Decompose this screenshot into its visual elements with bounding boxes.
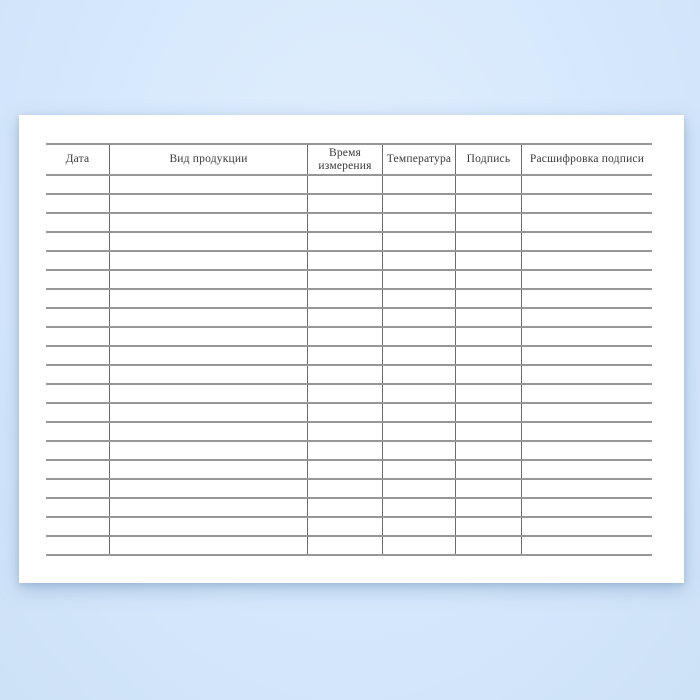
table-cell (521, 271, 652, 288)
table-cell (46, 271, 109, 288)
table-cell (46, 423, 109, 440)
table-cell (382, 404, 455, 421)
table-cell (382, 309, 455, 326)
table-row (46, 252, 652, 271)
table-cell (46, 176, 109, 193)
table-cell (382, 176, 455, 193)
table-cell (455, 271, 521, 288)
table-cell (382, 385, 455, 402)
table-cell (521, 423, 652, 440)
table-cell (109, 442, 307, 459)
table-cell (307, 480, 382, 497)
table-cell (382, 271, 455, 288)
table-cell (109, 423, 307, 440)
table-cell (455, 233, 521, 250)
table-cell (521, 404, 652, 421)
table-row (46, 290, 652, 309)
table-cell (307, 309, 382, 326)
table-cell (109, 233, 307, 250)
table-cell (455, 385, 521, 402)
table-cell (307, 195, 382, 212)
table-row (46, 537, 652, 556)
table-cell (46, 195, 109, 212)
table-cell (46, 290, 109, 307)
header-cell-signature: Подпись (455, 145, 521, 174)
table-cell (455, 328, 521, 345)
table-cell (382, 214, 455, 231)
table-cell (521, 195, 652, 212)
table-row (46, 366, 652, 385)
table-cell (109, 347, 307, 364)
table-cell (521, 309, 652, 326)
table-cell (382, 518, 455, 535)
table-cell (46, 328, 109, 345)
table-row (46, 404, 652, 423)
table-cell (455, 366, 521, 383)
table-cell (521, 442, 652, 459)
table-row (46, 480, 652, 499)
table-cell (382, 442, 455, 459)
table-cell (521, 176, 652, 193)
table-cell (455, 252, 521, 269)
table-cell (455, 309, 521, 326)
table-row (46, 385, 652, 404)
table-cell (46, 499, 109, 516)
table-cell (521, 347, 652, 364)
table-cell (382, 423, 455, 440)
table-cell (307, 176, 382, 193)
table-row (46, 461, 652, 480)
table-cell (109, 499, 307, 516)
table-cell (307, 328, 382, 345)
table-cell (455, 214, 521, 231)
table-cell (46, 518, 109, 535)
table-cell (521, 518, 652, 535)
table-cell (109, 385, 307, 402)
table-cell (46, 404, 109, 421)
table-cell (109, 290, 307, 307)
table-cell (109, 271, 307, 288)
table-row (46, 518, 652, 537)
table-cell (109, 404, 307, 421)
table-row (46, 176, 652, 195)
table-cell (521, 366, 652, 383)
table-cell (382, 499, 455, 516)
table-cell (46, 214, 109, 231)
table-cell (455, 499, 521, 516)
table-cell (307, 442, 382, 459)
table-cell (46, 442, 109, 459)
table-cell (109, 309, 307, 326)
table-cell (382, 233, 455, 250)
table-row (46, 347, 652, 366)
table-cell (382, 480, 455, 497)
table-cell (307, 233, 382, 250)
table-cell (307, 404, 382, 421)
table-header-row (46, 145, 652, 176)
table-cell (109, 328, 307, 345)
table-row (46, 442, 652, 461)
table-cell (109, 252, 307, 269)
table-cell (521, 214, 652, 231)
table-cell (46, 347, 109, 364)
table-cell (307, 385, 382, 402)
table-cell (46, 309, 109, 326)
table-cell (455, 518, 521, 535)
table-cell (109, 480, 307, 497)
table-cell (521, 499, 652, 516)
table-cell (307, 499, 382, 516)
table-cell (382, 195, 455, 212)
table-row (46, 328, 652, 347)
table-cell (307, 366, 382, 383)
table-cell (455, 423, 521, 440)
table-cell (521, 385, 652, 402)
table-cell (521, 480, 652, 497)
table-cell (521, 537, 652, 554)
table-cell (307, 461, 382, 478)
table-cell (521, 328, 652, 345)
table-cell (382, 328, 455, 345)
table-cell (455, 195, 521, 212)
table-cell (307, 537, 382, 554)
table-cell (382, 290, 455, 307)
table-cell (382, 537, 455, 554)
table-body (46, 176, 652, 556)
table-cell (455, 347, 521, 364)
table-cell (46, 385, 109, 402)
table-cell (307, 423, 382, 440)
table-cell (521, 461, 652, 478)
table-cell (307, 271, 382, 288)
table-row (46, 233, 652, 252)
table-row (46, 214, 652, 233)
table-cell (382, 252, 455, 269)
table-cell (46, 233, 109, 250)
table-cell (382, 347, 455, 364)
table-cell (109, 461, 307, 478)
table-cell (109, 518, 307, 535)
header-cell-product-type: Вид продукции (109, 145, 307, 174)
header-cell-signature-transcript: Расшифровка подписи (521, 145, 652, 174)
table-cell (46, 252, 109, 269)
table-row (46, 423, 652, 442)
table-cell (382, 461, 455, 478)
table-cell (455, 537, 521, 554)
table-cell (307, 252, 382, 269)
table-row (46, 499, 652, 518)
table-cell (521, 233, 652, 250)
table-cell (109, 537, 307, 554)
table-cell (382, 366, 455, 383)
table-cell (307, 518, 382, 535)
table-cell (109, 176, 307, 193)
table-row (46, 309, 652, 328)
table-cell (109, 214, 307, 231)
table-cell (307, 347, 382, 364)
table-row (46, 195, 652, 214)
table-cell (455, 290, 521, 307)
document-page (19, 115, 684, 583)
table-cell (455, 461, 521, 478)
temperature-log-table (46, 143, 652, 556)
table-cell (46, 480, 109, 497)
table-row (46, 271, 652, 290)
table-cell (307, 214, 382, 231)
table-cell (307, 290, 382, 307)
table-cell (455, 404, 521, 421)
table-cell (521, 290, 652, 307)
table-cell (46, 537, 109, 554)
table-cell (521, 252, 652, 269)
table-cell (455, 176, 521, 193)
table-cell (455, 480, 521, 497)
header-cell-temperature: Температура (382, 145, 455, 174)
table-cell (455, 442, 521, 459)
table-cell (46, 366, 109, 383)
header-cell-date: Дата (65, 153, 90, 166)
table-cell (109, 366, 307, 383)
table-cell (109, 195, 307, 212)
header-cell-measurement-time: Время измерения (307, 145, 382, 174)
table-cell (46, 461, 109, 478)
